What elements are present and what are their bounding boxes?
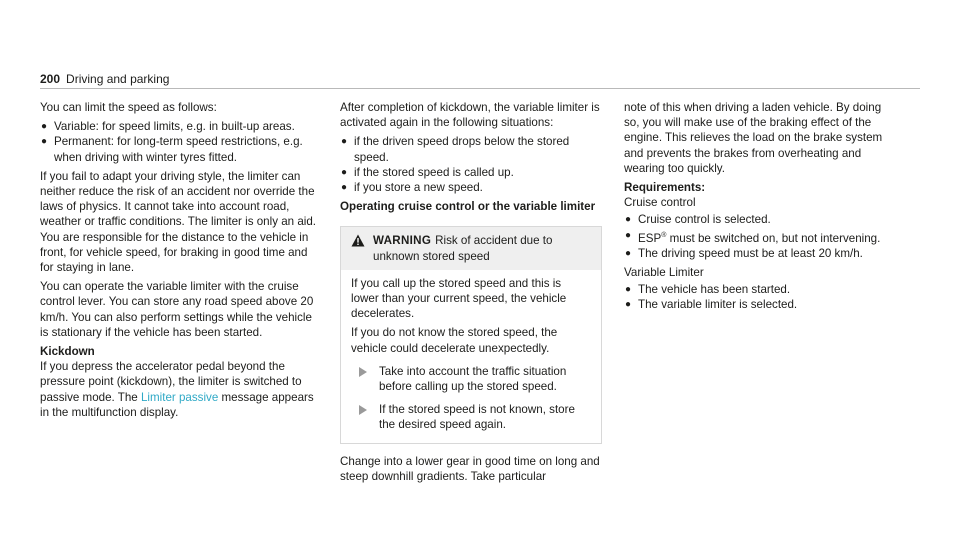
section-title: Driving and parking [66, 72, 170, 86]
limiter-warning-paragraph: If you fail to adapt your driving style, the limiter can neither reduce the risk of an accident nor override the laws of physics. It cannot take into account road, weather or traffic conditions. The limiter is only an aid. You are responsible for the distance to the vehicle in front, for vehicle speed, for braking in good time and for staying in lane. [40, 169, 317, 275]
list-item: ● Permanent: for long-term speed restrictions, e.g. when driving with winter tyres fitted. [41, 135, 303, 164]
limit-intro: You can limit the speed as follows: [40, 101, 217, 114]
list-item: ● The vehicle has been started. [625, 283, 791, 297]
bullet-icon: ● [625, 247, 632, 259]
warning-body [341, 270, 601, 443]
esp-label: ESP [638, 231, 662, 245]
warning-box [340, 226, 602, 443]
cruise-requirements-list [624, 212, 894, 260]
step-arrow-icon [359, 367, 367, 377]
list-item: ● Cruise control is selected. [625, 213, 771, 227]
header-rule [40, 88, 920, 89]
warning-step: If the stored speed is not known, store the desired speed again. [351, 402, 591, 432]
kickdown-paragraph: If you depress the accelerator pedal beyond the pressure point (kickdown), the limiter is switched to passive mode. The Limiter passive message appears in the multifunction display. [40, 360, 314, 419]
warning-text: If you do not know the stored speed, the vehicle could decelerate unexpectedly. [351, 326, 558, 355]
engine-braking-paragraph: note of this when driving a laden vehicle. By doing so, you will make use of the braking effect of the engine. This relieves the load on the brake system and prevents the brakes from overheating and wearing too quickly. [624, 101, 883, 175]
list-item: ● The variable limiter is selected. [625, 298, 798, 312]
step-arrow-icon [359, 405, 367, 415]
bullet-icon: ● [625, 284, 632, 296]
limiter-requirements-list [624, 282, 894, 312]
variable-limiter-label: Variable Limiter [624, 265, 704, 279]
column-3 [624, 100, 894, 317]
bullet-icon: ● [625, 299, 632, 311]
bullet-icon: ● [625, 214, 632, 226]
list-item: ● if the driven speed drops below the stored speed. [341, 135, 570, 164]
bullet-icon: ● [341, 182, 348, 194]
gradient-paragraph: Change into a lower gear in good time on long and steep downhill gradients. Take particular [340, 454, 600, 483]
page-number: 200 [40, 72, 61, 86]
limiter-passive-message: Limiter passive [140, 390, 219, 404]
warning-step: Take into account the traffic situation before calling up the stored speed. [351, 364, 591, 394]
bullet-icon: ● [341, 166, 348, 178]
warning-title: Risk of accident due to unknown stored speed [373, 234, 553, 263]
bullet-icon: ● [41, 136, 48, 148]
list-item: ● if you store a new speed. [341, 181, 483, 195]
warning-label: WARNING [373, 234, 432, 248]
kickdown-heading: Kickdown [40, 345, 95, 359]
section-heading: Operating cruise control or the variable limiter [340, 200, 596, 214]
warning-text: If you call up the stored speed and this is lower than your current speed, the vehicle decelerates. [351, 276, 567, 321]
warning-header [341, 227, 601, 269]
list-item: ● Variable: for speed limits, e.g. in built-up areas. [41, 120, 295, 134]
bullet-icon: ● [41, 121, 48, 133]
limit-types-list [40, 119, 318, 165]
page-header [40, 72, 169, 86]
registered-mark: ® [661, 231, 667, 239]
list-item: ● if the stored speed is called up. [341, 165, 514, 179]
warning-triangle-icon [351, 234, 365, 247]
requirements-heading: Requirements: [624, 181, 706, 195]
column-1 [40, 100, 318, 424]
bullet-icon: ● [625, 229, 632, 241]
reactivation-intro: After completion of kickdown, the variable limiter is activated again in the following situations: [340, 101, 600, 130]
bullet-icon: ● [341, 136, 348, 148]
limiter-operation-paragraph: You can operate the variable limiter with the cruise control lever. You can store any road speed above 20 km/h. You can also perform settings while the vehicle is stationary if the vehicle has been started. [40, 280, 314, 339]
list-item: ● The driving speed must be at least 20 km/h. [625, 246, 863, 260]
cruise-control-label: Cruise control [624, 196, 696, 210]
reactivation-list [340, 134, 602, 195]
column-2 [340, 100, 602, 488]
list-item: ● ESP® must be switched on, but not intervening. [625, 229, 881, 245]
